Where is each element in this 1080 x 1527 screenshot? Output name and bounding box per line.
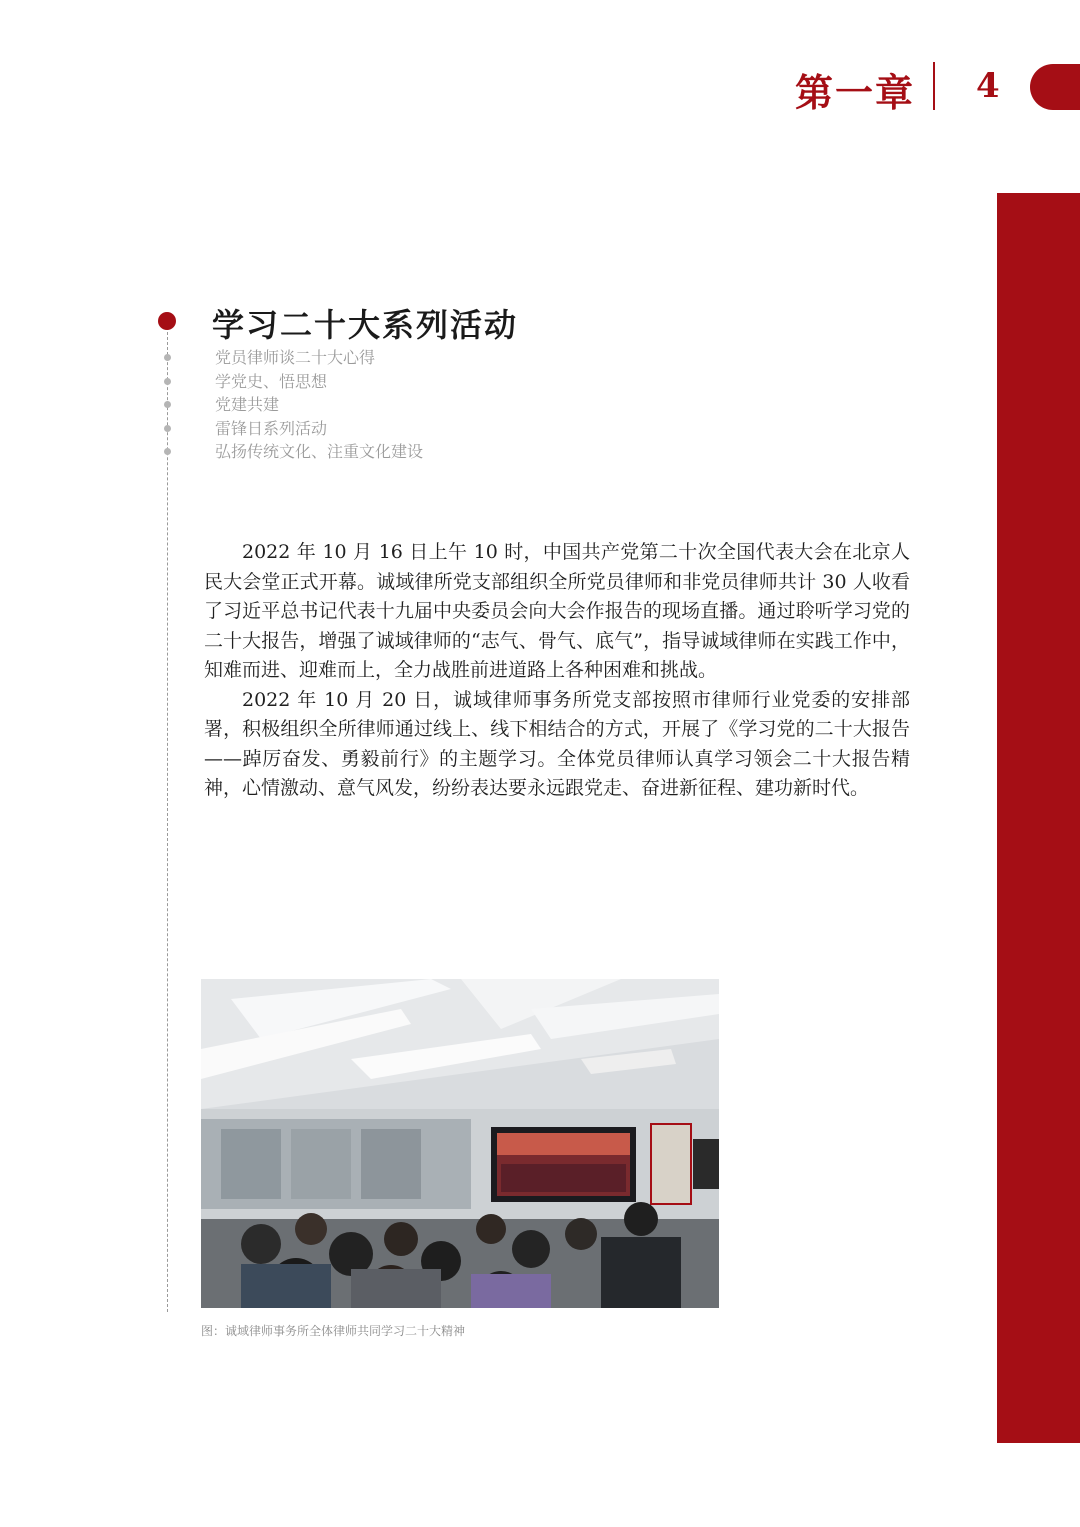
subnav-item: 学党史、悟思想 [215,371,328,391]
timeline-line [167,322,168,1312]
paragraph: 2022 年 10 月 16 日上午 10 时，中国共产党第二十次全国代表大会在北京人民大会堂正式开幕。诚域律所党支部组织全所党员律师和非党员律师共计 30 人收看了习近平总书记代表十九届中央委员会向大会作报告的现场直播。通过聆听学习党的二十大报告，增强了诚域律师的“志气、骨气、底气”，指导诚域律师在实践工作中，知难而进、迎难而上，全力战胜前进道路上各种困难和挑战。 [204,541,910,681]
subnav-dot [164,378,171,385]
meeting-photo [201,979,719,1308]
subnav-dot [164,354,171,361]
chapter-title: 第一章 [795,70,916,115]
header-decoration [1030,64,1080,110]
timeline-marker [158,312,176,330]
meeting-photo-illustration [201,979,719,1308]
subnav-item: 党员律师谈二十大心得 [215,348,376,367]
subnav-item: 弘扬传统文化、注重文化建设 [215,442,424,461]
subnav-dot [164,401,171,408]
header-divider [933,62,935,110]
subnav-dot [164,448,171,455]
subnav-dot [164,425,171,432]
paragraph: 2022 年 10 月 20 日，诚域律师事务所党支部按照市律师行业党委的安排部署，积极组织全所律师通过线上、线下相结合的方式，开展了《学习党的二十大报告——踔厉奋发、勇毅前行》的主题学习。全体党员律师认真学习领会二十大报告精神，心情激动、意气风发，纷纷表达要永远跟党走、奋进新征程、建功新时代。 [204,688,910,799]
photo-caption: 图：诚域律师事务所全体律师共同学习二十大精神 [201,1324,466,1338]
section-subnav [215,346,423,464]
page-number: 4 [976,66,1000,106]
body-text [204,538,910,804]
side-color-bar [997,193,1080,1443]
subnav-item: 雷锋日系列活动 [215,418,328,438]
section-title: 学习二十大系列活动 [212,306,519,344]
subnav-item: 党建共建 [215,395,280,414]
